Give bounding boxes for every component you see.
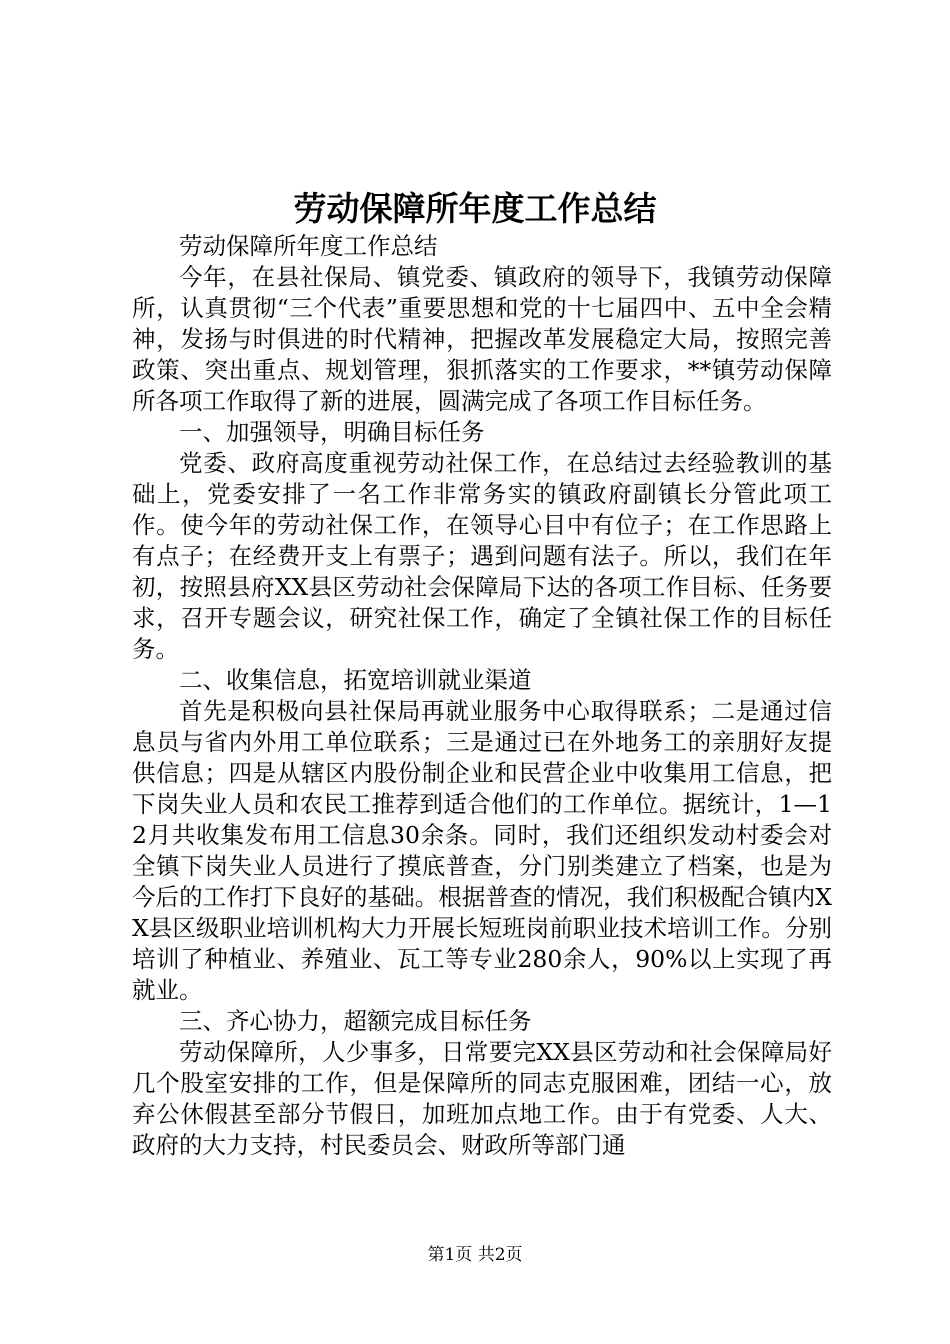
subtitle-paragraph: 劳动保障所年度工作总结	[179, 232, 438, 260]
document-body	[132, 231, 832, 1161]
section-paragraph-1: 党委、政府高度重视劳动社保工作，在总结过去经验教训的基础上，党委安排了一名工作非常务实的镇政府副镇长分管此项工作。使今年的劳动社保工作，在领导心目中有位子；在工作思路上有点子；在经费开支上有票子；遇到问题有法子。所以，我们在年初，按照县府XX县区劳动社会保障局下达的各项工作目标、任务要求，召开专题会议，研究社保工作，确定了全镇社保工作的目标任务。	[132, 449, 832, 663]
section-heading-2: 二、收集信息，拓宽培训就业渠道	[179, 666, 532, 694]
section-paragraph-3: 劳动保障所，人少事多，日常要完XX县区劳动和社会保障局好几个股室安排的工作，但是保障所的同志克服困难，团结一心，放弃公休假甚至部分节假日，加班加点地工作。由于有党委、人大、政府的大力支持，村民委员会、财政所等部门通	[132, 1038, 832, 1159]
intro-paragraph: 今年，在县社保局、镇党委、镇政府的领导下，我镇劳动保障所，认真贯彻“三个代表”重要思想和党的十七届四中、五中全会精神，发扬与时俱进的时代精神，把握改革发展稳定大局，按照完善政策、突出重点、规划管理，狠抓落实的工作要求，**镇劳动保障所各项工作取得了新的进展，圆满完成了各项工作目标任务。	[132, 263, 832, 415]
document-title: 劳动保障所年度工作总结	[293, 189, 657, 228]
section-heading-1: 一、加强领导，明确目标任务	[179, 418, 485, 446]
section-heading-3: 三、齐心协力，超额完成目标任务	[179, 1007, 532, 1035]
section-paragraph-2: 首先是积极向县社保局再就业服务中心取得联系；二是通过信息员与省内外用工单位联系；三是通过已在外地务工的亲朋好友提供信息；四是从辖区内股份制企业和民营企业中收集用工信息，把下岗失业人员和农民工推荐到适合他们的工作单位。据统计，1—12月共收集发布用工信息30余条。同时，我们还组织发动村委会对全镇下岗失业人员进行了摸底普查，分门别类建立了档案，也是为今后的工作打下良好的基础。根据普查的情况，我们积极配合镇内XX县区级职业培训机构大力开展长短班岗前职业技术培训工作。分别培训了种植业、养殖业、瓦工等专业280余人，90%以上实现了再就业。	[132, 697, 832, 1004]
page-footer: 第1页 共2页	[427, 1245, 523, 1265]
